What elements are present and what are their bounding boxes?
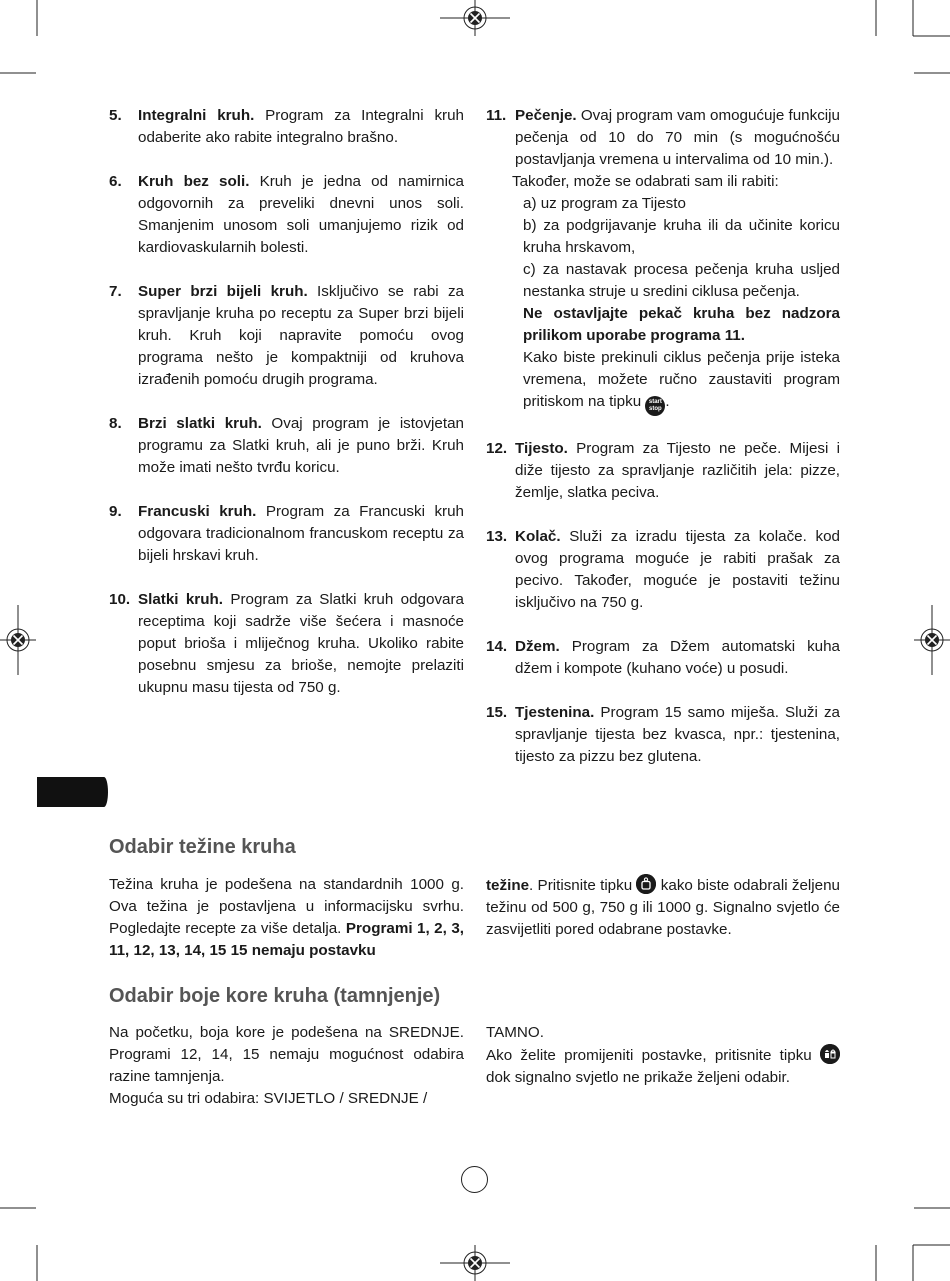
item-number: 7. xyxy=(109,283,122,300)
item-number: 12. xyxy=(486,440,508,457)
crust-dark-text: TAMNO. xyxy=(486,1024,544,1041)
registration-mark-left xyxy=(0,605,36,675)
item-text: Program za Džem automatski kuha džem i kompote (kuhano voće) u posudi. xyxy=(515,638,840,677)
program-item-15 xyxy=(486,702,840,768)
item-text: Program za Tijesto ne peče. Mijesi i diže tijesto za spravljanje različitih jela: pizze, žemlje, slatka peciva. xyxy=(515,440,840,501)
page-number-circle xyxy=(461,1166,488,1193)
icon-label-stop: stop xyxy=(649,406,662,412)
item-number: 10. xyxy=(109,591,131,608)
crust-heading: Odabir boje kore kruha (tamnjenje) xyxy=(109,985,441,1007)
item-title: Super brzi bijeli kruh. xyxy=(138,283,308,300)
item-number: 5. xyxy=(109,107,122,124)
weight-press-text: . Pritisnite tipku xyxy=(529,877,637,894)
weight-text-left xyxy=(109,874,464,962)
crust-text-1: Na početku, boja kore je podešena na SREDNJE. Programi 12, 14, 15 nemaju mogućnost odabira razine tamnjenja. xyxy=(109,1024,464,1085)
program-item-11 xyxy=(486,105,840,416)
item-title: Integralni kruh. xyxy=(138,107,255,124)
item-also-text: Također, može se odabrati sam ili rabiti: xyxy=(512,173,779,190)
weight-bold-end: težine xyxy=(486,877,530,894)
item-title: Džem. xyxy=(515,638,560,655)
item-title: Slatki kruh. xyxy=(138,591,223,608)
weight-button-icon xyxy=(636,874,656,894)
item-title: Francuski kruh. xyxy=(138,503,257,520)
item-text: Isključivo se rabi za spravljanje kruha po receptu za Super brzi bijeli kruh. Kruh koji napravite pomoću ovog programa nešto je kompaktniji od kruhova izrađenih pomoću drugih programa. xyxy=(138,283,464,388)
warning-text: Ne ostavljajte pekač kruha bez nadzora prilikom uporabe programa 11. xyxy=(523,305,840,344)
sub-item-c: c) za nastavak procesa pečenja kruha usljed nestanka struje u sredini ciklusa pečenja. xyxy=(523,261,840,300)
item-number: 8. xyxy=(109,415,122,432)
item-text: Služi za izradu tijesta za kolače. kod ovog programa moguće je rabiti prašak za pecivo. Također, moguće je postaviti težinu isključivo na 750 g. xyxy=(515,528,840,611)
item-text: Program 15 samo miješa. Služi za spravljanje tijesta bez kvasca, npr.: tjestenina, tijesto za pizzu bez glutena. xyxy=(515,704,840,765)
item-text: Program za Francuski kruh odgovara tradicionalnom francuskom receptu za bijeli hrskavi kruh. xyxy=(138,503,464,564)
crust-select-text: dok signalno svjetlo ne prikaže željeni odabir. xyxy=(486,1069,790,1086)
crust-text-2: Moguća su tri odabira: SVIJETLO / SREDNJE / xyxy=(109,1090,428,1107)
program-item-8 xyxy=(109,413,464,479)
program-list-right xyxy=(486,105,840,790)
item-number: 14. xyxy=(486,638,508,655)
program-item-12 xyxy=(486,438,840,504)
crust-text-left xyxy=(109,1022,464,1110)
weight-bold-text: Programi 1, 2, 3, 11, 12, 13, 14, 15 15 nemaju postavku xyxy=(109,920,464,959)
program-list-left xyxy=(109,105,464,721)
item-text: Ovaj program vam omogućuje funkciju pečenja od 10 do 70 min (s mogućnošću postavljanja vremena u intervalima od 10 min.). xyxy=(515,107,841,168)
program-item-9 xyxy=(109,501,464,567)
item-title: Tjestenina. xyxy=(515,704,595,721)
crust-press-text: Ako želite promijeniti postavke, pritisnite tipku xyxy=(486,1047,820,1064)
item-number: 15. xyxy=(486,704,508,721)
weight-select-text: kako biste odabrali željenu težinu od 500 g, 750 g ili 1000 g. Signalno svjetlo će zasvijetliti pored odabrane postavke. xyxy=(486,877,840,938)
language-tab xyxy=(37,777,108,807)
item-number: 13. xyxy=(486,528,508,545)
crust-button-icon xyxy=(820,1044,840,1064)
stop-text-end: . xyxy=(665,393,670,410)
program-item-6 xyxy=(109,171,464,259)
item-title: Kolač. xyxy=(515,528,561,545)
registration-mark-right xyxy=(914,605,950,675)
weight-icon xyxy=(636,874,656,894)
registration-mark-top xyxy=(440,0,510,36)
item-title: Brzi slatki kruh. xyxy=(138,415,262,432)
item-number: 11. xyxy=(486,107,507,124)
start-stop-button-icon xyxy=(645,396,665,416)
stop-instruction xyxy=(518,347,840,416)
item-title: Tijesto. xyxy=(515,440,568,457)
sub-item-b: b) za podgrijavanje kruha ili da učinite koricu kruha hrskavom, xyxy=(523,217,840,256)
program-item-13 xyxy=(486,526,840,614)
item-text: Program za Slatki kruh odgovara receptima koji sadrže više šećera i masnoće poput brioša i mliječnog kruha. Ukoliko rabite posebnu smjesu za brioše, nemojte prelaziti ukupnu masu tijesta od 750 g. xyxy=(138,591,464,696)
crust-color-icon xyxy=(820,1044,840,1064)
sub-item-a: a) uz program za Tijesto xyxy=(523,195,686,212)
item-number: 9. xyxy=(109,503,122,520)
program-item-14 xyxy=(486,636,840,680)
item-number: 6. xyxy=(109,173,122,190)
item-text: Ovaj program je istovjetan programu za Slatki kruh, ali je puno brži. Kruh može imati nešto tvrđu koricu. xyxy=(138,415,464,476)
stop-text: Kako biste prekinuli ciklus pečenja prije isteka vremena, možete ručno zaustaviti program pritiskom na tipku xyxy=(523,349,840,410)
program-item-10 xyxy=(109,589,464,699)
program-item-7 xyxy=(109,281,464,391)
item-text: Kruh je jedna od namirnica odgovornih za preveliki dnevni unos soli. Smanjenim unosom soli umanjujemo rizik od kardiovaskularnih bolesti. xyxy=(138,173,465,256)
weight-text: Težina kruha je podešena na standardnih 1000 g. Ova težina je postavljena u informacijsku svrhu. Pogledajte recepte za više detalja. xyxy=(109,876,464,937)
item-title: Kruh bez soli. xyxy=(138,173,250,190)
weight-heading: Odabir težine kruha xyxy=(109,836,296,858)
item-sub-list xyxy=(515,193,840,416)
icon-label-start: start xyxy=(648,399,662,405)
registration-mark-bottom xyxy=(440,1245,510,1281)
program-item-5 xyxy=(109,105,464,149)
weight-text-right xyxy=(486,874,840,941)
item-text: Program za Integralni kruh odaberite ako rabite integralno brašno. xyxy=(138,107,464,146)
crust-text-right xyxy=(486,1022,840,1089)
item-title: Pečenje. xyxy=(515,107,577,124)
